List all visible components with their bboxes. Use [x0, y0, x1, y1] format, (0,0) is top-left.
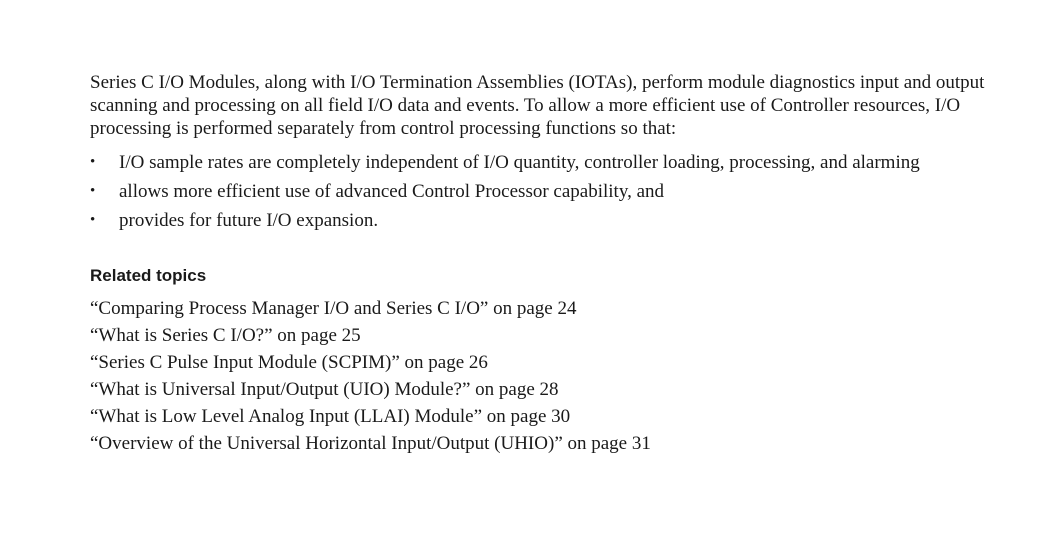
- related-topic-link-scpim[interactable]: “Series C Pulse Input Module (SCPIM)” on page 26: [90, 352, 488, 373]
- related-topic-link-uhio[interactable]: “Overview of the Universal Horizontal Input/Output (UHIO)” on page 31: [90, 433, 651, 454]
- bullet-icon: •: [90, 154, 96, 170]
- bullet-text: allows more efficient use of advanced Control Processor capability, and: [119, 181, 665, 202]
- bullet-list: [90, 148, 1010, 235]
- bullet-icon: •: [90, 183, 96, 199]
- related-topic-item: [90, 349, 1010, 376]
- related-topics-heading: Related topics: [90, 266, 207, 285]
- bullet-text: provides for future I/O expansion.: [119, 210, 379, 231]
- document-page: [90, 71, 1010, 457]
- bullet-item: [90, 148, 1010, 177]
- related-topic-item: [90, 430, 1010, 457]
- bullet-item: [90, 177, 1010, 206]
- related-topics-list: [90, 295, 1010, 457]
- related-topic-item: [90, 403, 1010, 430]
- bullet-item: [90, 206, 1010, 235]
- intro-paragraph: Series C I/O Modules, along with I/O Termination Assemblies (IOTAs), perform module diagnostics input and output scanning and processing on all field I/O data and events. To allow a more efficient use of Controller resources, I/O processing is performed separately from control processing functions so that:: [90, 72, 985, 139]
- related-topic-link-uio[interactable]: “What is Universal Input/Output (UIO) Module?” on page 28: [90, 379, 559, 400]
- related-topic-item: [90, 295, 1010, 322]
- related-topic-link-llai[interactable]: “What is Low Level Analog Input (LLAI) Module” on page 30: [90, 406, 571, 427]
- related-topic-item: [90, 376, 1010, 403]
- related-topic-link-what-is-series-c-io[interactable]: “What is Series C I/O?” on page 25: [90, 325, 361, 346]
- bullet-text: I/O sample rates are completely independent of I/O quantity, controller loading, processing, and alarming: [119, 152, 920, 173]
- related-topic-item: [90, 322, 1010, 349]
- related-topic-link-comparing-pm-io[interactable]: “Comparing Process Manager I/O and Series C I/O” on page 24: [90, 298, 577, 319]
- bullet-icon: •: [90, 212, 96, 228]
